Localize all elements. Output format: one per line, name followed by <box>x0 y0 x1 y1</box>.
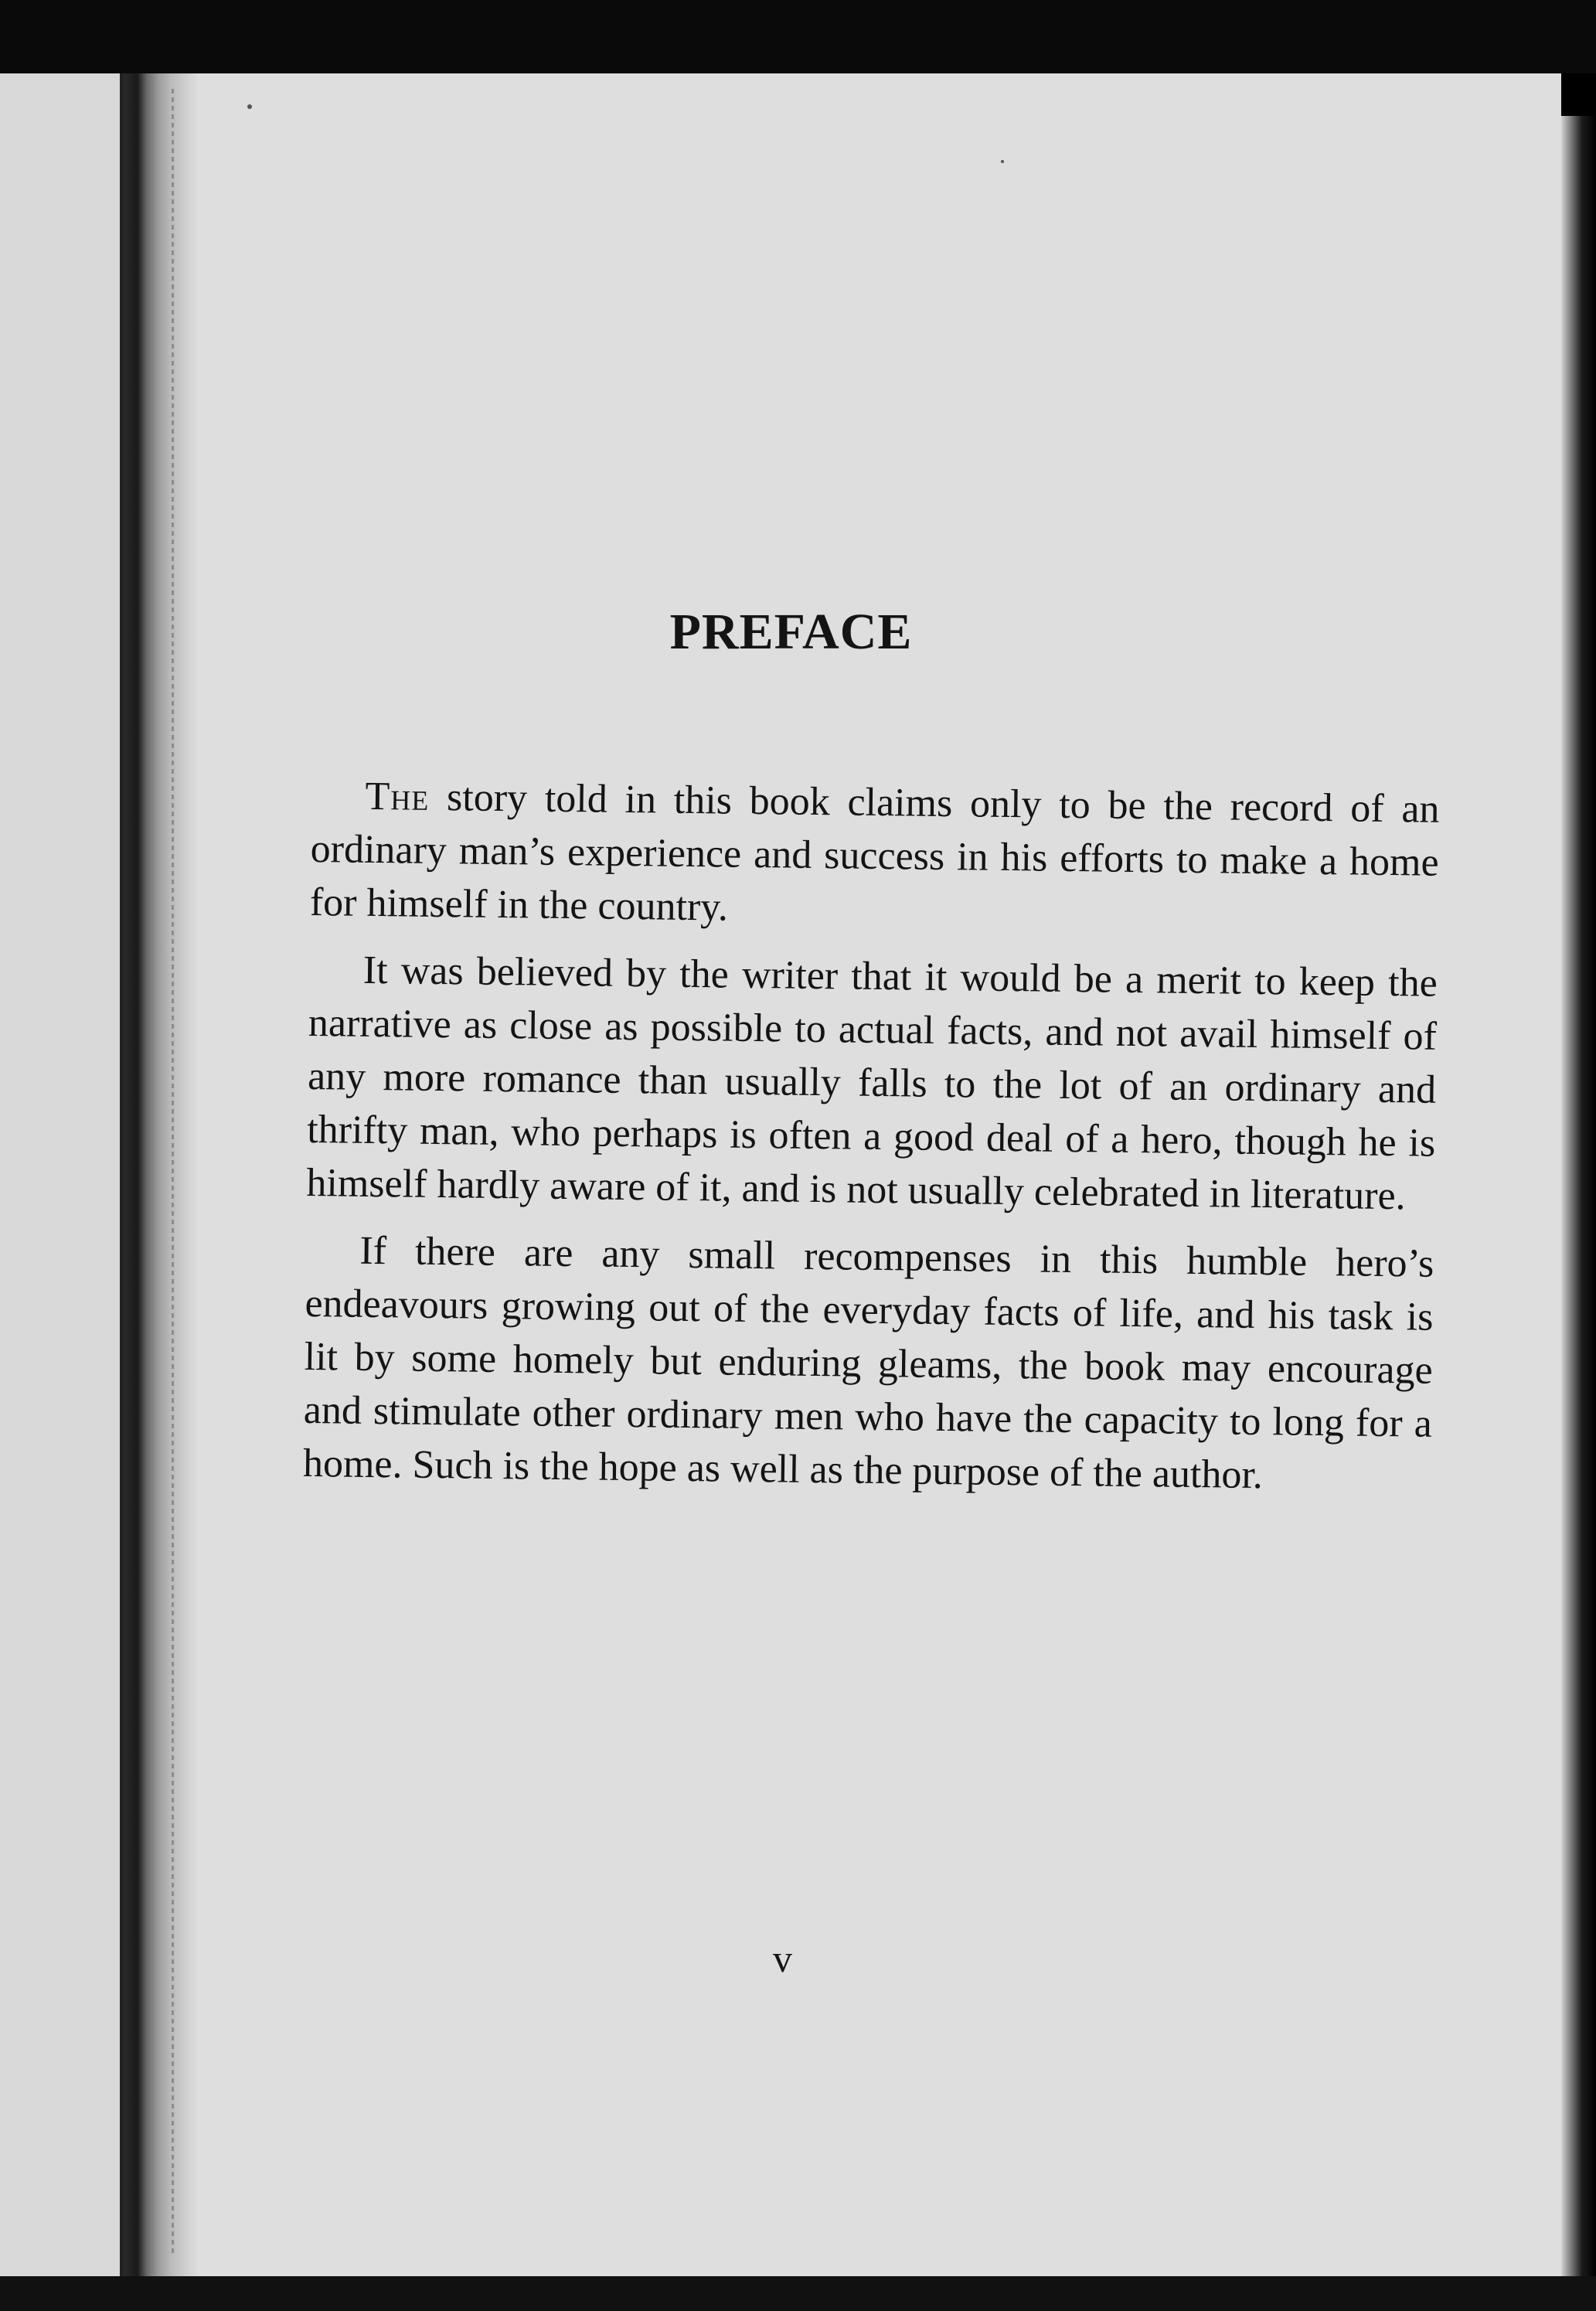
paragraph-2-text: It was believed by the writer that it would be a merit to keep the narrative as close as possible to actual facts, and not avail himself of any more romance than usually falls to the lot of an ordinary and thrifty man, who perhaps is often a good deal of a hero, though he is himself hardly aware of it, and is not usually celebrated in literature. <box>306 948 1438 1219</box>
page-number: v <box>773 1937 792 1980</box>
paragraph-2 <box>306 943 1438 1224</box>
paragraph-1-text: story told in this book claims only to be the record of an ordinary man’s experience and success in his efforts to make a home for himself in the country. <box>309 774 1440 930</box>
paragraph-3-text: If there are any small recompenses in this humble hero’s endeavours growing out of the everyday facts of life, and his task is lit by some homely but enduring gleams, the book may encourage and stimulate other ordinary men who have the capacity to long for a home. Such is the hope as well as the purpose of the author. <box>302 1228 1434 1498</box>
preface-body <box>302 769 1440 1518</box>
scan-background-top <box>0 0 1596 73</box>
book-gutter <box>124 73 197 2276</box>
binding-stitch <box>172 89 174 2253</box>
facing-page-edge <box>0 73 124 2276</box>
book-page <box>197 73 1561 2276</box>
paragraph-3 <box>303 1224 1434 1504</box>
page-right-edge <box>1561 116 1596 2276</box>
paper-speck <box>1001 160 1004 163</box>
paper-speck <box>247 104 252 109</box>
page-heading: PREFACE <box>669 604 913 660</box>
paragraph-1 <box>309 769 1439 943</box>
scan-background-bottom <box>0 2276 1596 2311</box>
paragraph-1-lead: The <box>365 774 430 819</box>
